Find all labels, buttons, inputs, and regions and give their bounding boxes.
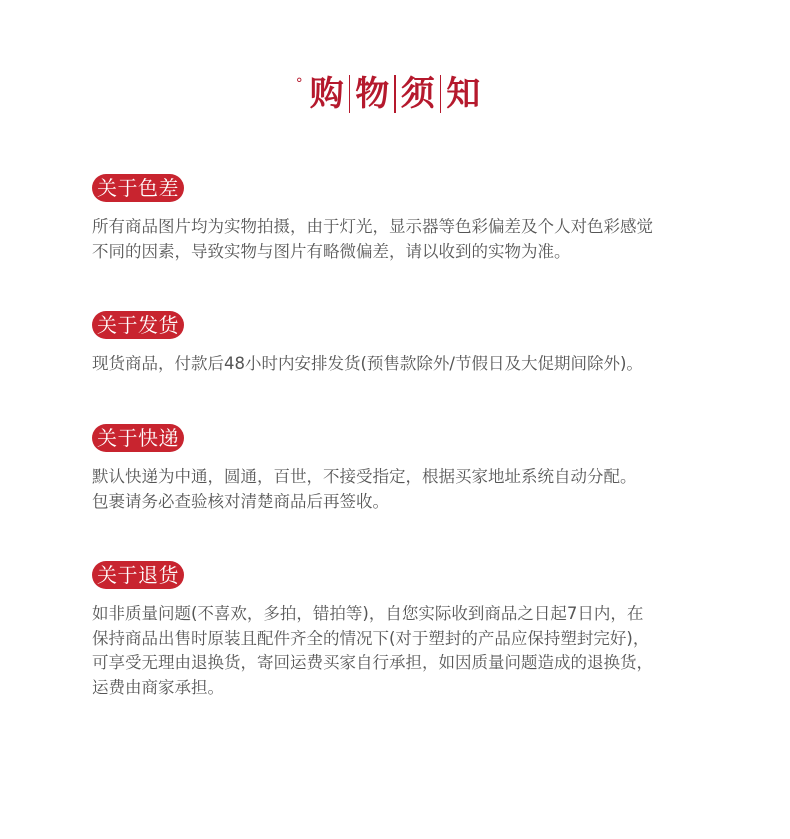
title-char-2: 物 <box>355 74 390 114</box>
body-line: 包裹请务必查验核对清楚商品后再签收。 <box>92 491 389 511</box>
section-body <box>92 215 712 264</box>
title-group <box>295 74 486 114</box>
section-body <box>92 465 712 514</box>
section-body <box>92 352 712 377</box>
body-line: 默认快递为中通，圆通，百世，不接受指定，根据买家地址系统自动分配。 <box>92 467 637 486</box>
section-courier <box>92 424 712 514</box>
section-heading-badge: 关于发货 <box>92 311 184 339</box>
body-line: 运费由商家承担。 <box>92 677 224 697</box>
title-char-4: 知 <box>446 74 481 114</box>
body-line: 所有商品图片均为实物拍摄，由于灯光，显示器等色彩偏差及个人对色彩感觉 <box>92 217 653 236</box>
section-heading-badge: 关于色差 <box>92 174 184 202</box>
section-body <box>92 602 712 700</box>
section-heading-badge: 关于快递 <box>92 424 184 452</box>
body-line: 如非质量问题(不喜欢，多拍，错拍等)，自您实际收到商品之日起7日内，在 <box>92 604 644 623</box>
body-line: 不同的因素，导致实物与图片有略微偏差，请以收到的实物为准。 <box>92 241 571 261</box>
body-line: 现货商品，付款后48小时内安排发货(预售款除外/节假日及大促期间除外)。 <box>92 354 643 373</box>
title-char-1: 购 <box>309 74 344 114</box>
title-degree-mark: ° <box>295 76 303 92</box>
section-returns <box>92 561 712 700</box>
body-line: 保持商品出售时原装且配件齐全的情况下(对于塑封的产品应保持塑封完好)， <box>92 628 650 648</box>
section-heading-badge: 关于退货 <box>92 561 184 589</box>
body-line: 可享受无理由退换货，寄回运费买家自行承担，如因质量问题造成的退换货， <box>92 653 653 672</box>
section-color-difference <box>92 174 712 264</box>
title-char-3: 须 <box>400 74 435 114</box>
page-title <box>0 74 790 114</box>
section-shipping <box>92 311 712 377</box>
